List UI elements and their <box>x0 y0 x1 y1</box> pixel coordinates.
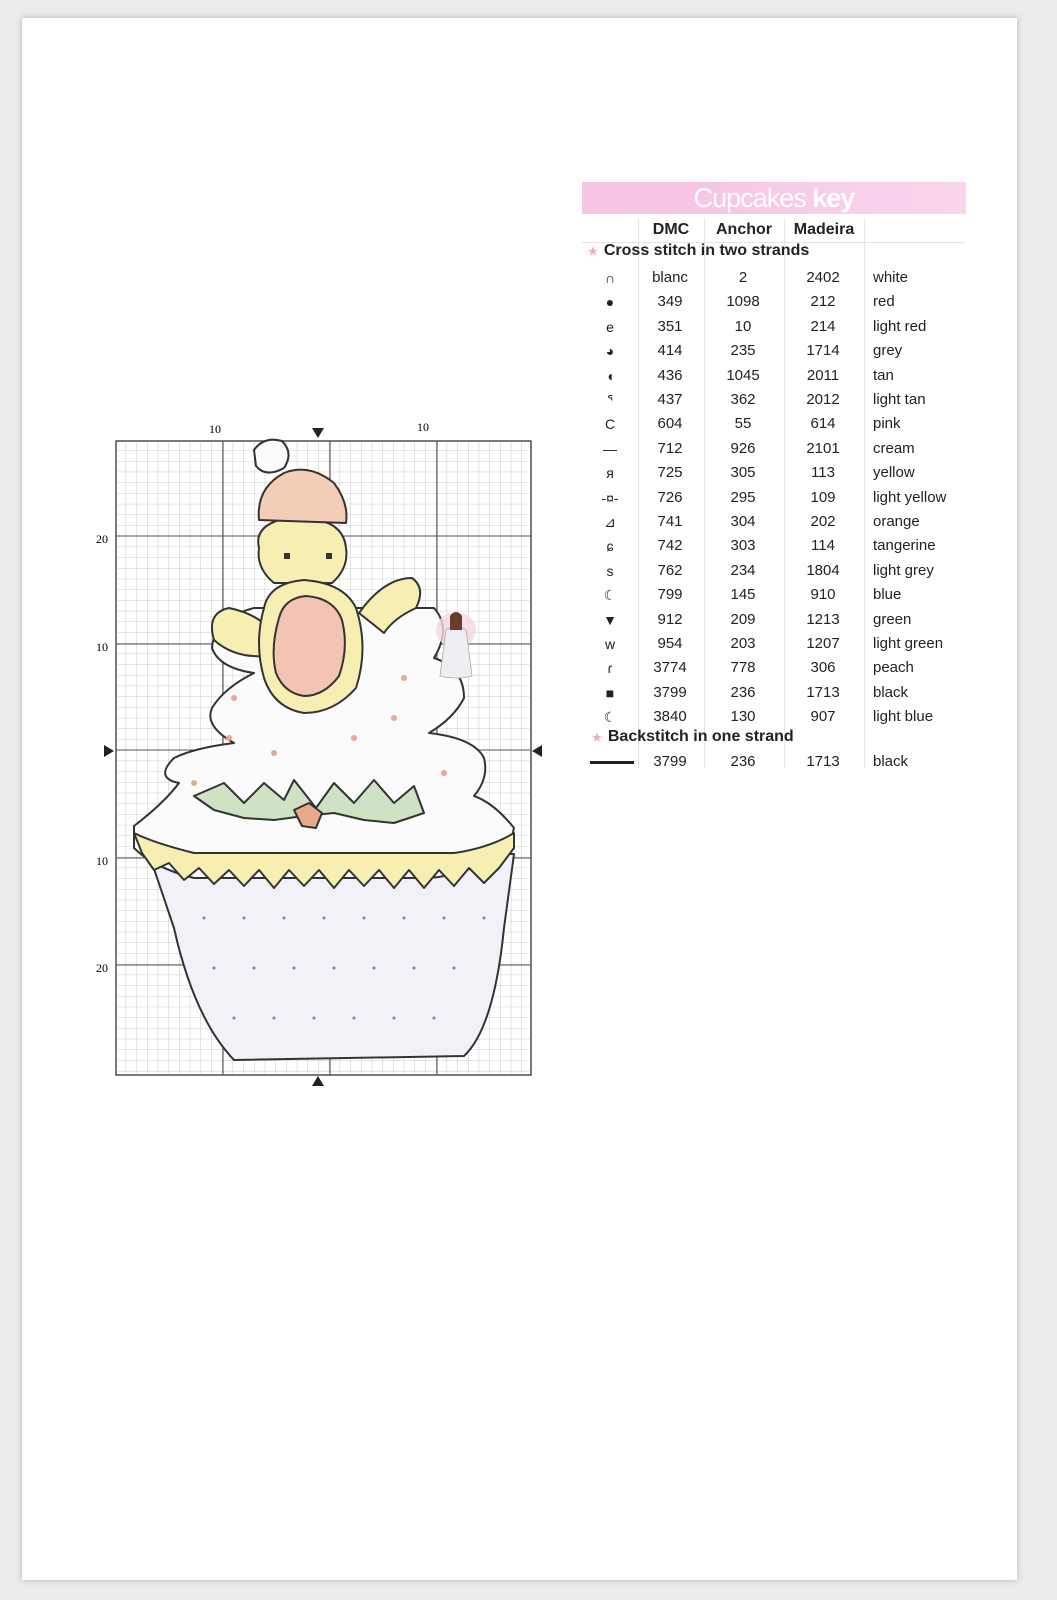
section-cross-stitch-label: Cross stitch in two strands <box>603 242 810 259</box>
page <box>22 18 1017 1580</box>
key-row <box>582 608 966 632</box>
key-row-anchor: 305 <box>730 464 756 482</box>
backstitch-dmc: 3799 <box>653 753 687 770</box>
key-row <box>582 315 966 339</box>
key-row-madeira: 910 <box>810 586 836 604</box>
key-row-color-name: light blue <box>873 708 934 726</box>
key-title-light: Cupcakes <box>693 183 806 213</box>
key-row-dmc: 414 <box>657 342 683 360</box>
key-row-dmc: 954 <box>657 635 683 652</box>
top-axis-label: 10 <box>209 422 221 436</box>
key-row-dmc: 742 <box>657 537 683 555</box>
key-row-color-name: blue <box>873 586 902 604</box>
bunny-belly <box>274 596 345 696</box>
key-row-dmc: 436 <box>657 366 683 384</box>
backstitch-madeira: 1713 <box>806 753 840 770</box>
key-row-madeira: 1804 <box>806 561 840 579</box>
key-row-color-name: orange <box>873 513 920 530</box>
key-row-madeira: 1207 <box>806 635 840 652</box>
stitch-symbol-icon: w <box>604 636 616 652</box>
key-row-dmc: 349 <box>657 293 683 311</box>
key-row-anchor: 1045 <box>726 366 760 384</box>
center-arrow-right <box>532 745 542 757</box>
key-row-color-name: light red <box>873 317 927 335</box>
key-row-anchor: 234 <box>730 561 756 579</box>
key-row <box>582 656 966 680</box>
stitch-symbol-icon: ▼ <box>603 611 617 628</box>
key-row-color-name: tan <box>873 366 894 384</box>
stitch-symbol-icon: s <box>606 562 614 579</box>
left-axis-label: 20 <box>96 532 108 546</box>
key-row-anchor: 235 <box>730 342 756 360</box>
key-row-color-name: cream <box>873 439 915 457</box>
key-row <box>582 412 966 436</box>
key-row-madeira: 113 <box>811 464 835 482</box>
backstitch-color-name: black <box>873 753 909 770</box>
cross-stitch-chart <box>94 408 554 1098</box>
key-row-color-name: light green <box>873 635 944 652</box>
key-row-anchor: 304 <box>730 513 756 530</box>
key-row <box>582 486 966 510</box>
stitch-symbol-icon: -¤- <box>601 489 619 506</box>
left-axis-label: 10 <box>96 854 108 868</box>
stitch-symbol-icon: ◕ <box>605 343 615 360</box>
stitch-symbol-icon: ɾ <box>607 660 613 677</box>
hat-pompom <box>254 440 289 473</box>
key-row-madeira: 907 <box>810 708 836 726</box>
key-row-madeira: 2402 <box>806 269 840 286</box>
bunny-eye-left <box>284 553 290 559</box>
key-row-color-name: red <box>873 293 895 311</box>
key-row-anchor: 1098 <box>726 293 760 311</box>
star-icon: ★ <box>588 246 598 258</box>
key-row-madeira: 1714 <box>806 342 840 360</box>
chart-svg <box>94 408 554 1098</box>
key-row-dmc: 351 <box>657 317 683 335</box>
key-row <box>582 681 966 705</box>
key-row-madeira: 109 <box>810 488 836 506</box>
key-row-anchor: 55 <box>734 415 752 433</box>
stitch-symbol-icon: C <box>604 416 616 433</box>
key-row-dmc: 604 <box>657 415 683 433</box>
stitch-symbol-icon: ɕ <box>606 538 614 555</box>
key-row <box>582 705 966 729</box>
header-dmc: DMC <box>652 221 690 238</box>
backstitch-anchor: 236 <box>730 753 756 770</box>
key-row-anchor: 362 <box>730 391 756 408</box>
key-row-madeira: 2101 <box>806 439 840 457</box>
key-row-color-name: tangerine <box>873 537 936 555</box>
key-row <box>582 510 966 534</box>
stitch-symbol-icon: ☾ <box>603 587 617 604</box>
key-row <box>582 290 966 314</box>
bunny-eye-right <box>326 553 332 559</box>
key-row-dmc: 762 <box>657 561 683 579</box>
stitch-symbol-icon: ◖ <box>605 367 615 384</box>
key-row-anchor: 203 <box>730 635 756 652</box>
header-anchor: Anchor <box>716 221 772 238</box>
key-row <box>582 632 966 656</box>
section-cross-stitch <box>588 242 809 260</box>
key-row-dmc: 3840 <box>653 708 687 726</box>
key-row-dmc: 912 <box>657 610 683 628</box>
key-row-anchor: 10 <box>734 317 752 335</box>
key-row <box>582 559 966 583</box>
stitch-symbol-icon: ● <box>605 294 615 311</box>
key-row <box>582 534 966 558</box>
center-arrow-left <box>104 745 114 757</box>
key-row-color-name: green <box>873 610 912 628</box>
key-row-dmc: 437 <box>657 391 683 408</box>
key-row-madeira: 1713 <box>806 683 840 701</box>
header-madeira: Madeira <box>793 221 855 238</box>
key-row-anchor: 303 <box>730 537 756 555</box>
key-row-anchor: 295 <box>730 488 756 506</box>
key-row-dmc: 712 <box>657 439 683 457</box>
key-row-madeira: 214 <box>810 317 836 335</box>
stitch-symbol-icon: e <box>606 318 614 335</box>
key-row-anchor: 130 <box>730 708 756 726</box>
left-axis-label: 20 <box>96 961 108 975</box>
key-row-anchor: 778 <box>730 659 756 677</box>
thread-key <box>574 166 974 776</box>
key-row <box>582 437 966 461</box>
key-title <box>582 182 966 214</box>
key-row-color-name: grey <box>873 342 903 360</box>
key-row-color-name: peach <box>873 659 914 677</box>
key-title-bold: key <box>812 183 855 213</box>
key-row-dmc: blanc <box>652 269 688 286</box>
left-axis-label: 10 <box>96 640 108 654</box>
key-row-madeira: 1213 <box>806 610 840 628</box>
stitch-symbol-icon: ☾ <box>603 709 617 726</box>
stitch-symbol-icon: ■ <box>605 684 615 701</box>
key-row-madeira: 2011 <box>806 366 840 384</box>
key-row-madeira: 114 <box>811 537 835 555</box>
key-row-color-name: light tan <box>873 391 926 408</box>
key-row-dmc: 799 <box>657 586 683 604</box>
center-arrow-top <box>312 428 324 438</box>
stitch-symbol-icon: ∩ <box>604 270 616 286</box>
key-row-madeira: 306 <box>810 659 836 677</box>
key-row-dmc: 726 <box>657 488 683 506</box>
key-row-color-name: yellow <box>873 464 915 482</box>
bunny-head <box>258 520 346 583</box>
key-row-anchor: 145 <box>730 586 756 604</box>
key-row-color-name: black <box>873 683 909 701</box>
stitch-symbol-icon: ᕐ <box>607 392 613 408</box>
key-row <box>582 583 966 607</box>
section-backstitch <box>592 728 794 746</box>
center-arrow-bottom <box>312 1076 324 1086</box>
key-row-madeira: 202 <box>810 513 836 530</box>
top-axis-label: 10 <box>417 420 429 434</box>
key-row-anchor: 2 <box>738 269 748 286</box>
star-icon: ★ <box>592 732 602 744</box>
key-row-anchor: 926 <box>730 439 756 457</box>
key-row <box>582 266 966 290</box>
key-row <box>582 339 966 363</box>
stitch-symbol-icon: — <box>603 440 617 457</box>
key-row-anchor: 236 <box>730 683 756 701</box>
key-title-bar <box>582 182 966 214</box>
key-row-dmc: 3774 <box>653 659 687 677</box>
stitch-symbol-icon: я <box>606 465 614 482</box>
key-row-anchor: 209 <box>730 610 756 628</box>
key-row-color-name: light grey <box>873 561 934 579</box>
key-row <box>582 388 966 412</box>
key-row-madeira: 614 <box>810 415 836 433</box>
key-row <box>582 461 966 485</box>
section-backstitch-label: Backstitch in one strand <box>607 728 794 745</box>
key-row <box>582 364 966 388</box>
key-row-color-name: pink <box>873 415 901 433</box>
key-row-color-name: light yellow <box>873 488 947 506</box>
key-row-color-name: white <box>873 269 909 286</box>
key-row-madeira: 212 <box>810 293 836 311</box>
key-row-dmc: 3799 <box>653 683 687 701</box>
key-row-madeira: 2012 <box>806 391 840 408</box>
backstitch-row <box>582 750 966 774</box>
key-row-dmc: 725 <box>657 464 683 482</box>
stitch-symbol-icon: ⊿ <box>604 514 616 530</box>
key-row-dmc: 741 <box>657 513 683 530</box>
